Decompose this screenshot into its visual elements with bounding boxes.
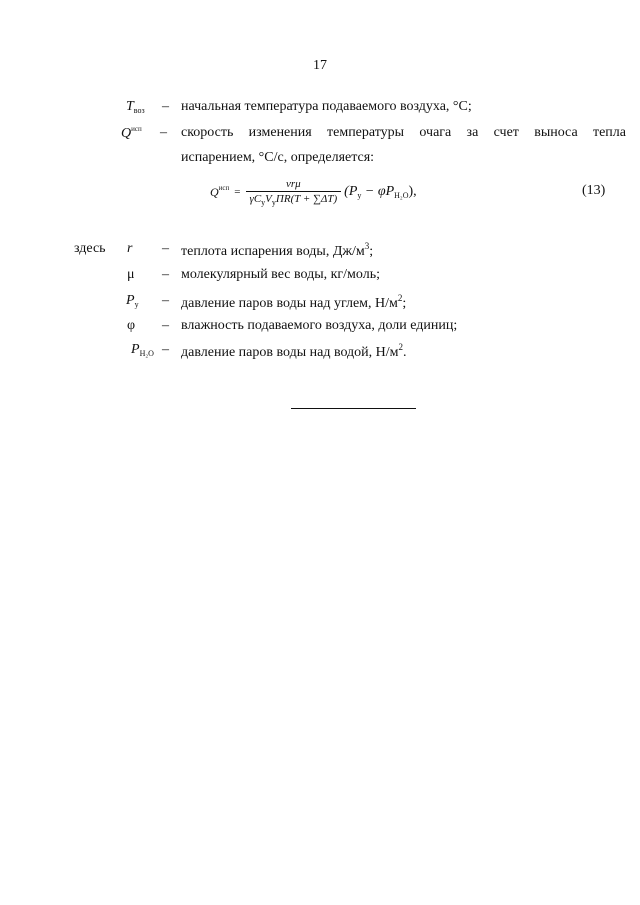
symbol-phi: φ (127, 318, 136, 333)
symbol-subscript: воз (133, 106, 145, 115)
den-sub: у (261, 197, 266, 207)
symbol-mu: μ (127, 267, 135, 282)
rhs-sub: H₂O (394, 191, 409, 200)
definition-dash: – (160, 125, 167, 140)
end-separator-line (291, 408, 416, 409)
symbol-letter: T (126, 99, 134, 114)
symbol-superscript: исп (131, 125, 142, 133)
formula-equals: = (234, 186, 241, 198)
definition-text (181, 293, 406, 312)
word: выноса (534, 125, 578, 140)
symbol-letter: P (131, 342, 140, 357)
rhs-part: − φP (361, 184, 395, 199)
definition-text: начальная температура подаваемого воздуха, °С; (181, 99, 472, 114)
symbol-letter: P (126, 293, 135, 308)
def-body: давление паров воды над углем, Н/м (181, 296, 398, 311)
def-tail: . (403, 345, 407, 360)
word: очага (419, 125, 452, 140)
symbol-subscript: H₂O (139, 349, 154, 358)
word: температуры (327, 125, 405, 140)
rhs-part: ), (408, 184, 417, 199)
symbol-letter: Q (121, 126, 132, 141)
definition-dash: – (162, 293, 169, 308)
formula-denominator (246, 192, 342, 207)
def-tail: ; (402, 296, 407, 311)
den-part: V (265, 192, 272, 205)
formula-lhs-sup: исп (218, 184, 230, 192)
symbol-subscript: у (134, 300, 139, 309)
definition-text: молекулярный вес воды, кг/моль; (181, 267, 380, 282)
definition-text: влажность подаваемого воздуха, доли единиц; (181, 318, 458, 333)
symbol-r: r (127, 241, 133, 256)
den-sub: у (271, 197, 276, 207)
symbol-q-isp (121, 125, 142, 142)
word: изменения (248, 125, 312, 140)
def-body: давление паров воды над водой, Н/м (181, 345, 399, 360)
definition-continuation: испарением, °С/с, определяется: (181, 150, 375, 165)
definition-text (181, 342, 407, 361)
formula-rhs (344, 184, 416, 200)
equation-number: (13) (582, 183, 606, 198)
symbol-p-u (126, 293, 139, 309)
unit-exponent: 2 (398, 342, 404, 352)
formula-lhs (210, 184, 229, 200)
formula-13 (210, 172, 417, 212)
den-part: ΠR(T + ∑ΔT) (275, 192, 338, 205)
rhs-part: (P (344, 184, 358, 199)
definition-text (181, 241, 373, 260)
formula-lhs-letter: Q (210, 185, 219, 199)
formula-numerator: νrμ (246, 178, 342, 192)
symbol-p-h2o (131, 342, 154, 358)
word: счет (493, 125, 519, 140)
unit-exponent: 3 (364, 241, 370, 251)
word: за (466, 125, 479, 140)
definition-dash: – (162, 241, 169, 256)
definition-dash: – (162, 342, 169, 357)
formula-fraction (246, 178, 342, 207)
def-body: теплота испарения воды, Дж/м (181, 244, 365, 259)
definition-text-justified (181, 125, 626, 141)
rhs-sub: у (357, 191, 362, 200)
page-number: 17 (313, 58, 327, 73)
symbol-t-voz (126, 99, 145, 115)
where-label: здесь (74, 241, 106, 256)
definition-dash: – (162, 318, 169, 333)
word: скорость (181, 125, 234, 140)
unit-exponent: 2 (397, 293, 403, 303)
definition-dash: – (162, 267, 169, 282)
definition-dash: – (162, 99, 169, 114)
word: тепла (592, 125, 626, 140)
def-tail: ; (369, 244, 374, 259)
den-part: γC (249, 192, 262, 205)
